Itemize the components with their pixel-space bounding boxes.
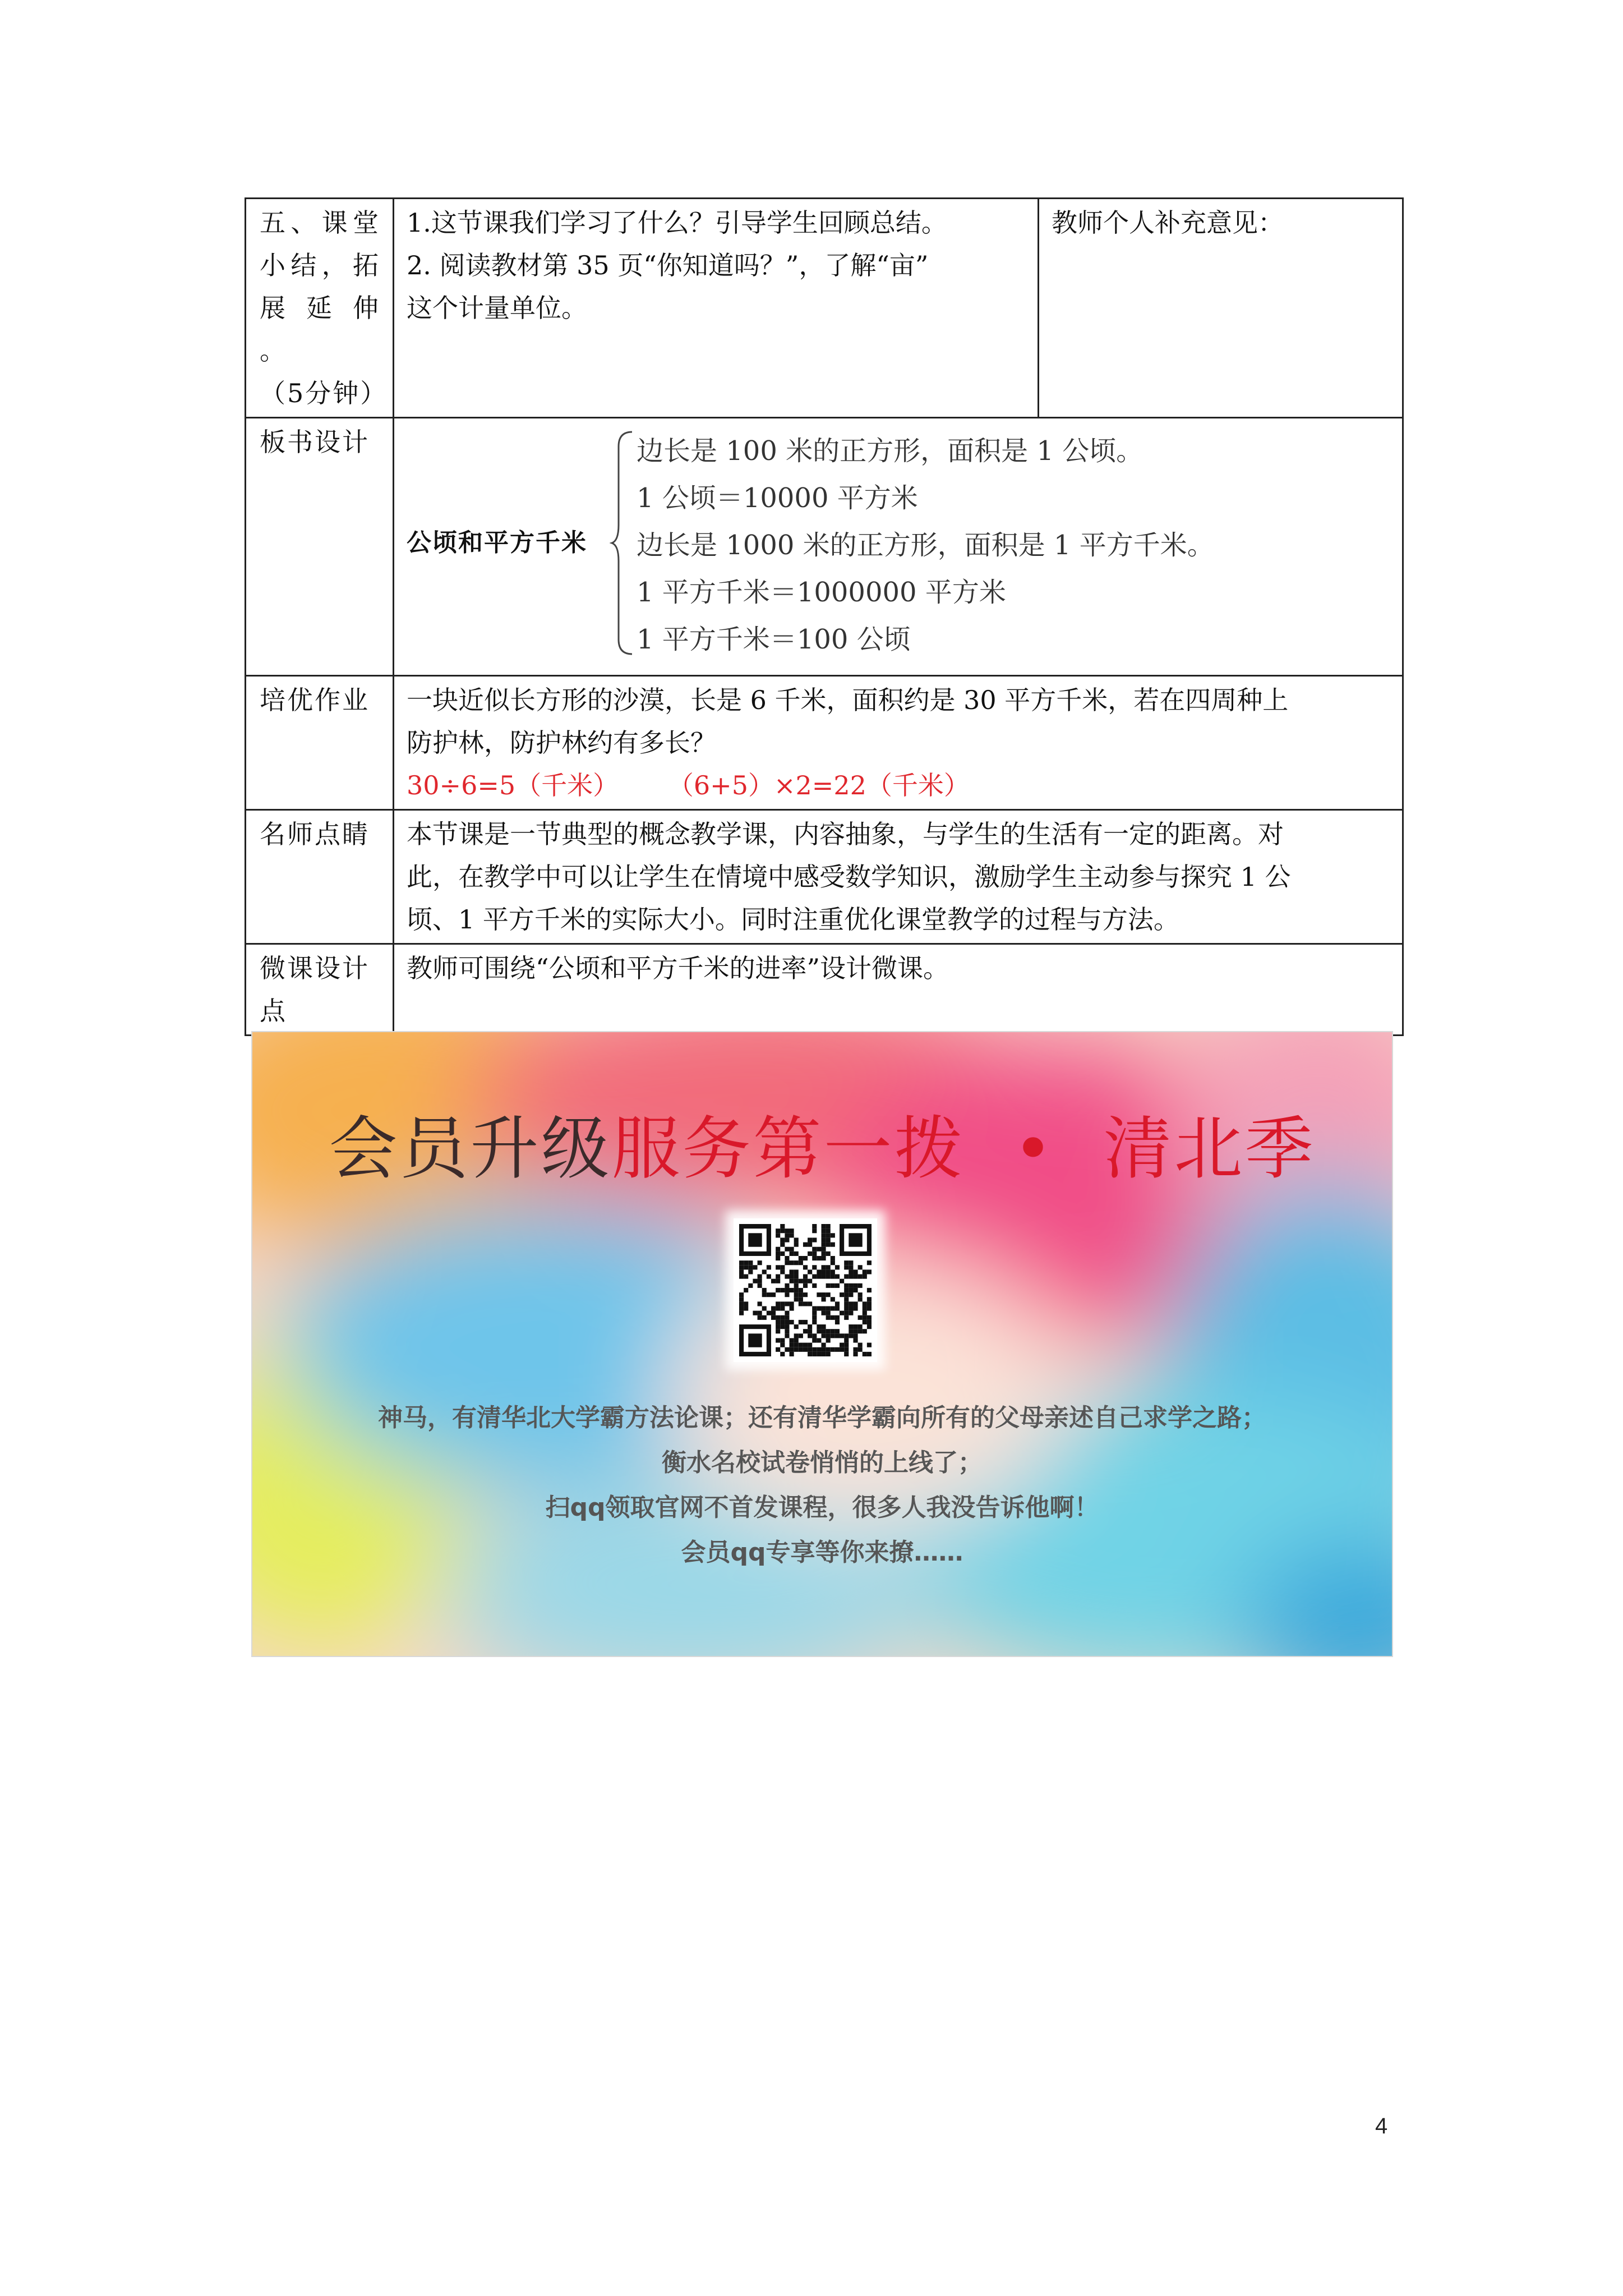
micro-label-cell	[246, 944, 394, 1036]
promo-line: 衡水名校试卷悄悄的上线了；	[662, 1448, 983, 1477]
teacher-note-label: 教师个人补充意见：	[1052, 208, 1284, 238]
comment-label: 名师点睛	[260, 819, 370, 849]
promo-text	[252, 1396, 1392, 1575]
comment-line: 顷、1 平方千米的实际大小。同时注重优化课堂教学的过程与方法。	[407, 904, 1179, 935]
micro-label-line: 点	[260, 996, 287, 1026]
board-line: 1 平方千米＝1000000 平方米	[637, 577, 1006, 608]
summary-line: 2. 阅读教材第 35 页“你知道吗？”，了解“亩”	[407, 250, 929, 280]
board-line: 1 公顷＝10000 平方米	[637, 482, 918, 514]
table-row-summary	[246, 199, 1403, 418]
comment-content-cell	[394, 810, 1403, 944]
micro-label-line: 微课设计	[260, 953, 370, 983]
homework-label-cell	[246, 676, 394, 810]
summary-label-cell	[246, 199, 394, 418]
promo-line: 会员qq专享等你来撩……	[681, 1538, 963, 1567]
comment-line: 此，在教学中可以让学生在情境中感受数学知识，激励学生主动参与探究 1 公	[407, 862, 1291, 892]
promo-line: 扫qq领取官网不首发课程，很多人我没告诉他啊！	[545, 1493, 1099, 1522]
homework-content-cell	[394, 676, 1403, 810]
summary-label-line: 小结，拓	[260, 250, 380, 280]
homework-label: 培优作业	[260, 685, 370, 715]
table-row-board	[246, 418, 1403, 676]
table-row-homework	[246, 676, 1403, 810]
promo-title-dark: 会员升级	[329, 1109, 612, 1189]
page-number: 4	[1375, 2114, 1388, 2138]
micro-content-cell	[394, 944, 1403, 1036]
board-topic: 公顷和平方千米	[407, 528, 587, 557]
qr-code[interactable]	[734, 1218, 877, 1362]
promo-title	[252, 1110, 1392, 1188]
board-design	[407, 421, 1390, 668]
summary-label-line: 展 延 伸 。	[260, 293, 380, 366]
summary-label-line: （5分钟）	[260, 378, 388, 408]
lesson-plan-table	[245, 197, 1404, 1036]
promo-title-red: 服务第一拨 • 清北季	[611, 1109, 1316, 1189]
board-line: 边长是 1000 米的正方形，面积是 1 平方千米。	[637, 530, 1214, 561]
board-line: 1 平方千米＝100 公顷	[637, 624, 911, 655]
board-line: 边长是 100 米的正方形，面积是 1 公顷。	[637, 435, 1144, 467]
summary-label-line: 五、课堂	[260, 208, 380, 238]
summary-line: 1.这节课我们学习了什么？引导学生回顾总结。	[407, 208, 947, 238]
comment-label-cell	[246, 810, 394, 944]
homework-line: 一块近似长方形的沙漠，长是 6 千米，面积约是 30 平方千米，若在四周种上	[407, 685, 1289, 715]
qr-code-icon	[739, 1224, 872, 1356]
summary-line: 这个计量单位。	[407, 293, 587, 323]
homework-line: 防护林，防护林约有多长？	[407, 728, 716, 758]
curly-brace-icon	[610, 430, 635, 656]
board-lines	[637, 427, 1214, 663]
promo-banner[interactable]	[251, 1031, 1393, 1657]
board-content-cell	[394, 418, 1403, 676]
promo-line: 神马，有清华北大学霸方法论课；还有清华学霸向所有的父母亲述自己求学之路；	[378, 1404, 1266, 1432]
summary-content-cell	[394, 199, 1039, 418]
board-label: 板书设计	[260, 427, 370, 457]
homework-answer: 30÷6=5（千米） （6+5）×2=22（千米）	[407, 770, 970, 800]
micro-text: 教师可围绕“公顷和平方千米的进率”设计微课。	[407, 953, 949, 983]
comment-line: 本节课是一节典型的概念教学课，内容抽象，与学生的生活有一定的距离。对	[407, 819, 1284, 849]
table-row-micro	[246, 944, 1403, 1036]
board-label-cell	[246, 418, 394, 676]
teacher-note-cell	[1039, 199, 1403, 418]
table-row-comment	[246, 810, 1403, 944]
